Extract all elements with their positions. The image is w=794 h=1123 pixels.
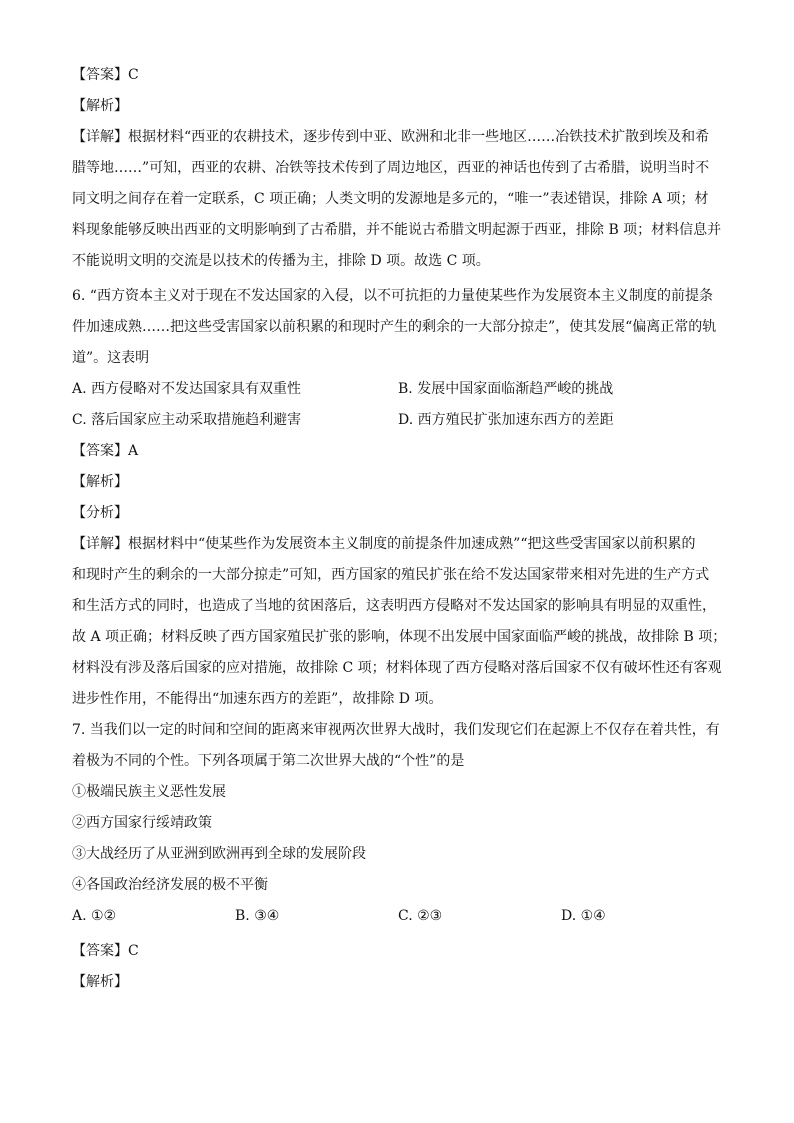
q5-detail-line: 腊等地……”可知，西亚的农耕、冶铁等技术传到了周边地区，西亚的神话也传到了古希腊，说明当时不 <box>72 160 710 176</box>
q7-option-c: C. ②③ <box>398 908 443 924</box>
q6-detail-line: 进步性作用，不能得出“加速东西方的差距”，故排除 D 项。 <box>72 691 443 707</box>
document-page <box>72 60 727 998</box>
q7-option-b: B. ③④ <box>235 908 280 924</box>
q7-stem <box>72 715 724 777</box>
q5-detail-line: 料现象能够反映出西亚的文明影响到了古希腊，并不能说古希腊文明起源于西亚，排除 B 项；材料信息并 <box>72 222 722 238</box>
q5-detail <box>72 122 724 277</box>
q7-item: ④各国政治经济发展的极不平衡 <box>72 877 268 893</box>
q6-detail-line: 故 A 项正确；材料反映了西方国家殖民扩张的影响，体现不出发展中国家面临严峻的挑战，故排除 B 项； <box>72 629 727 645</box>
q7-analysis-label: 【解析】 <box>72 974 128 990</box>
q7-items <box>72 777 724 901</box>
q6-answer: 【答案】A <box>72 443 139 459</box>
q7-answer: 【答案】C <box>72 943 139 959</box>
q6-option-d: D. 西方殖民扩张加速东西方的差距 <box>398 412 614 428</box>
q6-options-row-1 <box>72 374 724 405</box>
q7-option-a: A. ①② <box>72 908 117 924</box>
q6-option-c: C. 落后国家应主动采取措施趋利避害 <box>72 412 302 428</box>
q6-analysis-label: 【解析】 <box>72 474 128 490</box>
q7-option-d: D. ①④ <box>561 908 606 924</box>
q5-analysis-label: 【解析】 <box>72 98 128 114</box>
q6-option-a: A. 西方侵略对不发达国家具有双重性 <box>72 381 302 397</box>
q6-stem-line: 6. “西方资本主义对于现在不发达国家的入侵，以不可抗拒的力量使某些作为发展资本主义制度的前提条 <box>72 288 713 304</box>
q6-detail-line: 和生活方式的同时，也造成了当地的贫困落后，这表明西方侵略对不发达国家的影响具有明显的双重性， <box>72 598 716 614</box>
q6-stem <box>72 281 724 374</box>
q6-detail <box>72 529 727 715</box>
q6-stem-line: 件加速成熟……把这些受害国家以前积累的和现时产生的剩余的一大部分掠走”，使其发展“偏离正常的轨 <box>72 319 717 335</box>
q6-detail-line: 和现时产生的剩余的一大部分掠走”可知，西方国家的殖民扩张在给不发达国家带来相对先进的生产方式 <box>72 567 710 583</box>
q6-detail-line: 材料没有涉及落后国家的应对措施，故排除 C 项；材料体现了西方侵略对落后国家不仅有破坏性还有客观 <box>72 660 722 676</box>
q6-stem-line: 道”。这表明 <box>72 350 150 366</box>
q7-item: ③大战经历了从亚洲到欧洲再到全球的发展阶段 <box>72 846 366 862</box>
q5-detail-line: 不能说明文明的交流是以技术的传播为主，排除 D 项。故选 C 项。 <box>72 253 490 269</box>
q7-stem-line: 7. 当我们以一定的时间和空间的距离来审视两次世界大战时，我们发现它们在起源上不仅存在着共性，有 <box>72 722 720 738</box>
q6-options-row-2 <box>72 405 724 436</box>
q7-options-row <box>72 901 724 932</box>
q6-option-b: B. 发展中国家面临渐趋严峻的挑战 <box>398 381 614 397</box>
q7-item: ②西方国家行绥靖政策 <box>72 815 212 831</box>
q5-detail-line: 【详解】根据材料“西亚的农耕技术，逐步传到中亚、欧洲和北非一些地区……冶铁技术扩散到埃及和希 <box>72 129 710 145</box>
q7-item: ①极端民族主义恶性发展 <box>72 784 226 800</box>
q7-stem-line: 着极为不同的个性。下列各项属于第二次世界大战的“个性”的是 <box>72 753 465 769</box>
q5-answer: 【答案】C <box>72 67 139 83</box>
q6-fenxi-label: 【分析】 <box>72 505 128 521</box>
q5-detail-line: 同文明之间存在着一定联系，C 项正确；人类文明的发源地是多元的，“唯一”表述错误，排除 A 项；材 <box>72 191 709 207</box>
q6-detail-line: 【详解】根据材料中“使某些作为发展资本主义制度的前提条件加速成熟”“把这些受害国家以前积累的 <box>72 536 696 552</box>
